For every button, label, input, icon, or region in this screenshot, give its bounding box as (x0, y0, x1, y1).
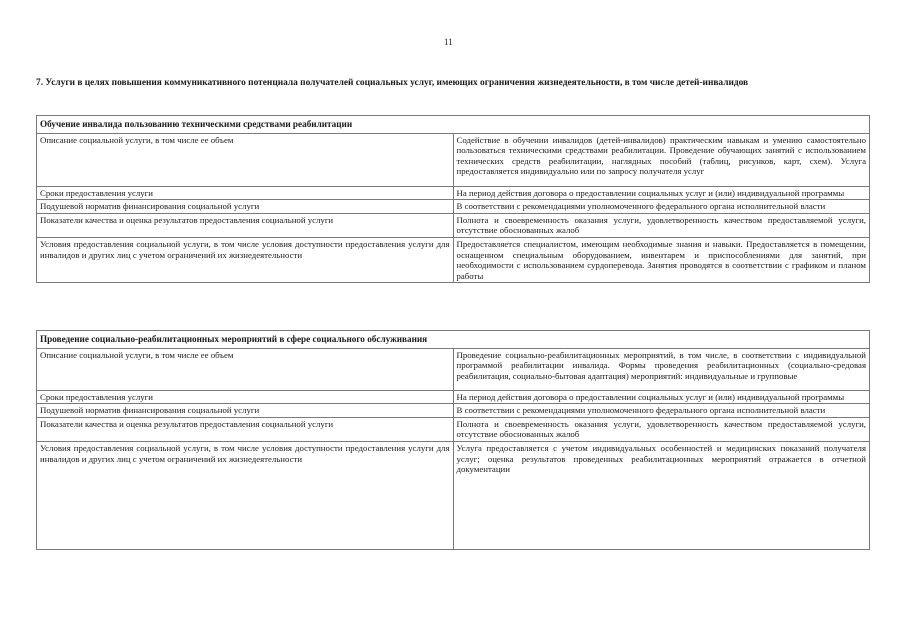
row-value: На период действия договора о предоставлении социальных услуг и (или) индивидуальной программы (453, 390, 870, 404)
table-row (37, 441, 870, 549)
row-value: Содействие в обучении инвалидов (детей-инвалидов) практическим навыкам и умению самостоятельно пользоваться техническими средствами реабилитации. Проведение обучающих занятий с использованием технических средств реабилитации, наглядных пособий (таблиц, рисунков, карт, схем). Услуга предоставляется индивидуально или по запросу получателя услуг (453, 133, 870, 186)
table-row (37, 390, 870, 404)
page-number: 11 (444, 37, 453, 47)
section-title: Обучение инвалида пользованию техническими средствами реабилитации (37, 116, 870, 134)
row-value: Предоставляется специалистом, имеющим необходимые знания и навыки. Предоставляется в помещении, оснащенном специальным оборудованием, инвентарем и приспособлениями для занятий, при необходимости с использованием сурдоперевода. Занятия проводятся в соответствии с графиком и планом работы (453, 237, 870, 282)
section-title-row (37, 331, 870, 349)
table-row (37, 348, 870, 390)
section-title: Проведение социально-реабилитационных мероприятий в сфере социального обслуживания (37, 331, 870, 349)
row-value: Полнота и своевременность оказания услуги, удовлетворенность качеством предоставляемой услуги, отсутствие обоснованных жалоб (453, 417, 870, 441)
row-value: Проведение социально-реабилитационных мероприятий, в том числе, в соответствии с индивидуальной программой реабилитации инвалида. Формы проведения реабилитационных (социально-средовая реабилитация, социально-бытовая адаптация) мероприятий: индивидуальные и групповые (453, 348, 870, 390)
service-table-training (36, 115, 870, 283)
row-label: Описание социальной услуги, в том числе ее объем (37, 348, 454, 390)
table-row (37, 133, 870, 186)
service-table-rehabilitation (36, 330, 870, 550)
section-heading: 7. Услуги в целях повышения коммуникативного потенциала получателей социальных услуг, имеющих ограничения жизнедеятельности, в том числе детей-инвалидов (36, 78, 749, 88)
table-row (37, 237, 870, 282)
row-label: Подушевой норматив финансирования социальной услуги (37, 200, 454, 214)
row-label: Показатели качества и оценка результатов предоставления социальной услуги (37, 417, 454, 441)
table-row (37, 200, 870, 214)
row-value: Полнота и своевременность оказания услуги, удовлетворенность качеством предоставляемой услуги, отсутствие обоснованных жалоб (453, 213, 870, 237)
row-value: В соответствии с рекомендациями уполномоченного федерального органа исполнительной власти (453, 200, 870, 214)
section-title-row (37, 116, 870, 134)
table-row (37, 404, 870, 418)
row-value: Услуга предоставляется с учетом индивидуальных особенностей и медицинских показаний получателя услуг; оценка результатов проведенных реабилитационных мероприятий отражается в отчетной документации (453, 441, 870, 549)
row-label: Сроки предоставления услуги (37, 390, 454, 404)
table-row (37, 417, 870, 441)
row-label: Подушевой норматив финансирования социальной услуги (37, 404, 454, 418)
row-value: На период действия договора о предоставлении социальных услуг и (или) индивидуальной программы (453, 186, 870, 200)
row-label: Описание социальной услуги, в том числе ее объем (37, 133, 454, 186)
row-label: Условия предоставления социальной услуги, в том числе условия доступности предоставления услуги для инвалидов и других лиц с учетом ограничений их жизнедеятельности (37, 441, 454, 549)
row-label: Показатели качества и оценка результатов предоставления социальной услуги (37, 213, 454, 237)
row-label: Условия предоставления социальной услуги, в том числе условия доступности предоставления услуги для инвалидов и других лиц с учетом ограничений их жизнедеятельности (37, 237, 454, 282)
row-value: В соответствии с рекомендациями уполномоченного федерального органа исполнительной власти (453, 404, 870, 418)
table-row (37, 213, 870, 237)
table-row (37, 186, 870, 200)
row-label: Сроки предоставления услуги (37, 186, 454, 200)
